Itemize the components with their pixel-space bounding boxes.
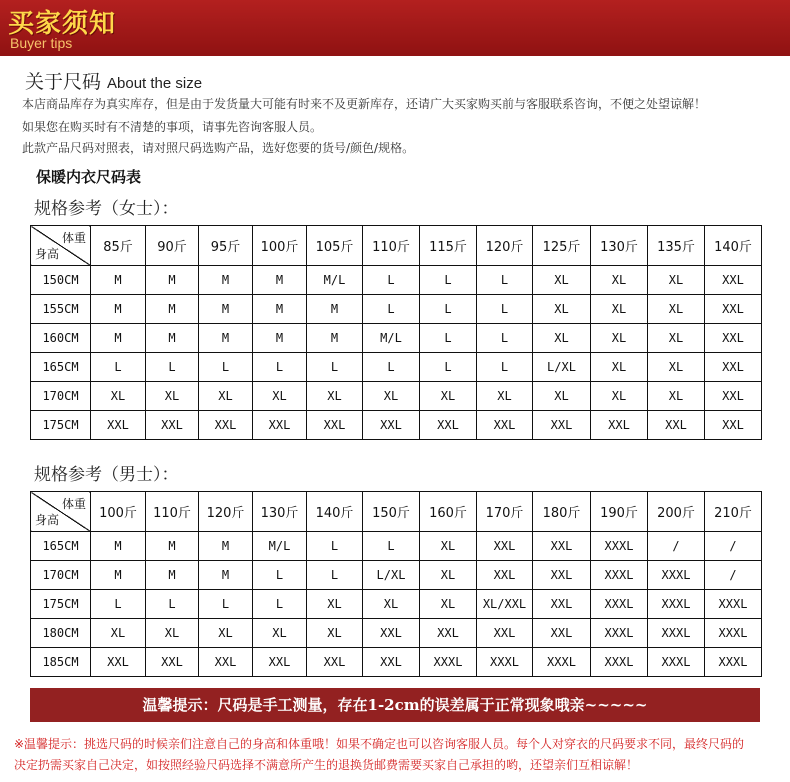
size-cell: XXL — [533, 532, 591, 561]
size-cell: M — [199, 266, 253, 295]
size-cell: XXL — [477, 561, 533, 590]
weight-header-cell: 135斤 — [648, 226, 705, 266]
size-cell: L — [363, 266, 420, 295]
size-cell: XXXL — [648, 561, 705, 590]
table-row — [31, 532, 762, 561]
size-cell: XL — [533, 266, 591, 295]
size-cell: XXL — [91, 648, 146, 677]
size-cell: XXL — [477, 411, 533, 440]
size-cell: XXL — [533, 411, 591, 440]
size-cell: M — [91, 295, 146, 324]
size-cell: L — [253, 590, 307, 619]
corner-cell — [31, 492, 91, 532]
size-cell: M/L — [253, 532, 307, 561]
header-row — [31, 492, 762, 532]
about-title-en: About the size — [107, 75, 203, 92]
weight-header-cell: 110斤 — [146, 492, 199, 532]
size-cell: M — [91, 324, 146, 353]
table-row — [31, 561, 762, 590]
size-cell: M — [253, 266, 307, 295]
size-cell: XL — [420, 590, 477, 619]
size-cell: XL — [648, 324, 705, 353]
size-cell: XXXL — [705, 590, 762, 619]
size-cell: XXL — [533, 590, 591, 619]
size-cell: XL — [307, 382, 363, 411]
size-cell: XXL — [199, 411, 253, 440]
size-cell: XL — [307, 619, 363, 648]
header-row — [31, 226, 762, 266]
header-banner — [0, 0, 790, 56]
size-cell: XL — [307, 590, 363, 619]
size-cell: XL — [591, 353, 648, 382]
size-cell: XXXL — [648, 619, 705, 648]
table-row — [31, 382, 762, 411]
size-cell: XXL — [705, 382, 762, 411]
size-cell: M — [146, 295, 199, 324]
size-cell: L — [477, 266, 533, 295]
size-cell: XXXL — [648, 648, 705, 677]
size-cell: XXL — [591, 411, 648, 440]
table-row — [31, 295, 762, 324]
size-cell: XXL — [648, 411, 705, 440]
weight-header-cell: 180斤 — [533, 492, 591, 532]
corner-cell — [31, 226, 91, 266]
size-cell: XXL — [307, 411, 363, 440]
size-cell: XL — [533, 295, 591, 324]
corner-height-label: 身高 — [35, 513, 60, 527]
table-row — [31, 590, 762, 619]
size-cell: XXXL — [420, 648, 477, 677]
size-cell: XL — [253, 619, 307, 648]
size-cell: XXL — [705, 411, 762, 440]
size-cell: XXL — [363, 619, 420, 648]
men-size-table — [30, 491, 762, 677]
size-cell: XXL — [199, 648, 253, 677]
weight-header-cell: 170斤 — [477, 492, 533, 532]
size-cell: L — [307, 561, 363, 590]
size-cell: XL — [363, 590, 420, 619]
size-cell: XXL — [146, 411, 199, 440]
height-cell: 185CM — [31, 648, 91, 677]
table-row — [31, 266, 762, 295]
height-cell: 170CM — [31, 382, 91, 411]
note-line-1: ※温馨提示：挑选尺码的时候亲们注意自己的身高和体重哦！如果不确定也可以咨询客服人员。每个人对穿衣的尺码要求不同，最终尺码的 — [14, 737, 745, 751]
size-cell: XXXL — [591, 561, 648, 590]
size-cell: XXL — [705, 324, 762, 353]
size-cell: XL — [648, 353, 705, 382]
size-cell: / — [648, 532, 705, 561]
weight-header-cell: 120斤 — [199, 492, 253, 532]
size-cell: M — [146, 561, 199, 590]
size-cell: L — [477, 353, 533, 382]
size-cell: M — [199, 295, 253, 324]
size-cell: M/L — [307, 266, 363, 295]
size-cell: XXL — [253, 648, 307, 677]
height-cell: 155CM — [31, 295, 91, 324]
size-cell: XXL — [307, 648, 363, 677]
weight-header-cell: 90斤 — [146, 226, 199, 266]
height-cell: 165CM — [31, 532, 91, 561]
size-cell: M — [146, 532, 199, 561]
height-cell: 175CM — [31, 411, 91, 440]
size-cell: M — [91, 532, 146, 561]
about-size-heading — [25, 67, 202, 94]
corner-weight-label: 体重 — [61, 497, 86, 511]
size-cell: XXL — [363, 648, 420, 677]
weight-header-cell: 150斤 — [363, 492, 420, 532]
table-row — [31, 411, 762, 440]
size-cell: L — [420, 266, 477, 295]
size-cell: XXL — [477, 532, 533, 561]
corner-height-label: 身高 — [35, 247, 60, 261]
size-cell: M — [91, 266, 146, 295]
about-title-cn: 关于尺码 — [25, 71, 102, 93]
size-cell: XXL — [533, 619, 591, 648]
size-cell: L — [420, 324, 477, 353]
size-cell: L — [307, 532, 363, 561]
size-cell: XXL — [705, 353, 762, 382]
size-cell: XL — [591, 266, 648, 295]
size-cell: XXXL — [648, 590, 705, 619]
size-cell: L — [477, 295, 533, 324]
size-cell: XL — [420, 532, 477, 561]
size-cell: XL — [648, 382, 705, 411]
women-size-table — [30, 225, 762, 440]
about-line-2: 如果您在购买时有不清楚的事项，请事先咨询客服人员。 — [22, 120, 323, 134]
size-cell: XXXL — [477, 648, 533, 677]
size-cell: XL/XXL — [477, 590, 533, 619]
corner-weight-label: 体重 — [61, 231, 86, 245]
weight-header-cell: 140斤 — [307, 492, 363, 532]
men-spec-label: 规格参考（男士）： — [34, 465, 179, 485]
weight-header-cell: 125斤 — [533, 226, 591, 266]
size-cell: XL — [591, 324, 648, 353]
size-cell: XXL — [146, 648, 199, 677]
height-cell: 170CM — [31, 561, 91, 590]
note-line-2: 决定扔需买家自己决定，如按照经验尺码选择不满意所产生的退换货邮费需要买家自己承担的哟，还望亲们互相谅解！ — [14, 758, 639, 772]
size-cell: XXL — [420, 411, 477, 440]
weight-header-cell: 160斤 — [420, 492, 477, 532]
size-cell: L — [420, 353, 477, 382]
weight-header-cell: 130斤 — [591, 226, 648, 266]
size-cell: XXXL — [533, 648, 591, 677]
weight-header-cell: 110斤 — [363, 226, 420, 266]
size-cell: XL — [533, 382, 591, 411]
size-cell: L — [91, 353, 146, 382]
size-cell: XXXL — [705, 619, 762, 648]
banner-title: 买家须知 — [8, 9, 117, 39]
size-cell: XXL — [533, 561, 591, 590]
size-cell: / — [705, 532, 762, 561]
size-cell: XXXL — [591, 532, 648, 561]
size-cell: M/L — [363, 324, 420, 353]
size-cell: XXXL — [591, 590, 648, 619]
size-chart-title: 保暖内衣尺码表 — [36, 168, 142, 186]
size-cell: XL — [648, 295, 705, 324]
size-cell: L/XL — [533, 353, 591, 382]
height-cell: 150CM — [31, 266, 91, 295]
size-cell: XL — [420, 561, 477, 590]
size-cell: / — [705, 561, 762, 590]
table-row — [31, 353, 762, 382]
about-line-3: 此款产品尺码对照表，请对照尺码选购产品，选好您要的货号/颜色/规格。 — [22, 141, 415, 155]
size-cell: XL — [199, 619, 253, 648]
size-cell: M — [146, 266, 199, 295]
height-cell: 160CM — [31, 324, 91, 353]
size-cell: XXXL — [591, 648, 648, 677]
size-cell: XXL — [363, 411, 420, 440]
size-cell: M — [307, 324, 363, 353]
size-cell: L — [477, 324, 533, 353]
size-cell: L — [253, 353, 307, 382]
size-cell: XL — [591, 295, 648, 324]
size-cell: XL — [648, 266, 705, 295]
height-cell: 180CM — [31, 619, 91, 648]
size-cell: L — [199, 353, 253, 382]
size-cell: XL — [363, 382, 420, 411]
size-cell: XL — [533, 324, 591, 353]
weight-header-cell: 140斤 — [705, 226, 762, 266]
size-cell: XL — [91, 619, 146, 648]
size-cell: XXL — [253, 411, 307, 440]
size-cell: L — [91, 590, 146, 619]
size-cell: XXL — [705, 266, 762, 295]
weight-header-cell: 130斤 — [253, 492, 307, 532]
weight-header-cell: 95斤 — [199, 226, 253, 266]
size-cell: L — [146, 590, 199, 619]
size-cell: XL — [199, 382, 253, 411]
size-cell: M — [307, 295, 363, 324]
size-cell: XXL — [91, 411, 146, 440]
weight-header-cell: 85斤 — [91, 226, 146, 266]
size-cell: M — [199, 561, 253, 590]
size-cell: L — [363, 295, 420, 324]
weight-header-cell: 120斤 — [477, 226, 533, 266]
weight-header-cell: 100斤 — [253, 226, 307, 266]
table-row — [31, 324, 762, 353]
size-cell: XL — [146, 382, 199, 411]
weight-header-cell: 200斤 — [648, 492, 705, 532]
size-cell: M — [146, 324, 199, 353]
weight-header-cell: 100斤 — [91, 492, 146, 532]
size-cell: XL — [591, 382, 648, 411]
height-cell: 175CM — [31, 590, 91, 619]
women-spec-label: 规格参考（女士）： — [34, 199, 179, 219]
banner-subtitle: Buyer tips — [10, 35, 73, 51]
size-cell: L — [253, 561, 307, 590]
size-cell: L — [307, 353, 363, 382]
table-row — [31, 648, 762, 677]
size-cell: M — [91, 561, 146, 590]
weight-header-cell: 105斤 — [307, 226, 363, 266]
size-cell: L — [146, 353, 199, 382]
size-cell: XL — [477, 382, 533, 411]
size-cell: M — [253, 295, 307, 324]
size-cell: M — [253, 324, 307, 353]
table-row — [31, 619, 762, 648]
size-cell: L — [363, 532, 420, 561]
size-cell: XXL — [705, 295, 762, 324]
weight-header-cell: 210斤 — [705, 492, 762, 532]
size-cell: XXL — [477, 619, 533, 648]
height-cell: 165CM — [31, 353, 91, 382]
size-cell: XXXL — [705, 648, 762, 677]
size-cell: M — [199, 324, 253, 353]
size-cell: XL — [420, 382, 477, 411]
size-cell: L — [363, 353, 420, 382]
size-cell: XL — [253, 382, 307, 411]
about-line-1: 本店商品库存为真实库存，但是由于发货量大可能有时来不及更新库存，还请广大买家购买前与客服联系咨询，不便之处望谅解！ — [22, 97, 707, 111]
warning-bar: 温馨提示：尺码是手工测量，存在1-2cm的误差属于正常现象哦亲~~~~~ — [30, 688, 760, 722]
size-cell: XXXL — [591, 619, 648, 648]
size-cell: M — [199, 532, 253, 561]
size-cell: L/XL — [363, 561, 420, 590]
weight-header-cell: 190斤 — [591, 492, 648, 532]
size-cell: XL — [146, 619, 199, 648]
weight-header-cell: 115斤 — [420, 226, 477, 266]
size-cell: XXL — [420, 619, 477, 648]
size-cell: XL — [91, 382, 146, 411]
size-cell: L — [420, 295, 477, 324]
size-cell: L — [199, 590, 253, 619]
